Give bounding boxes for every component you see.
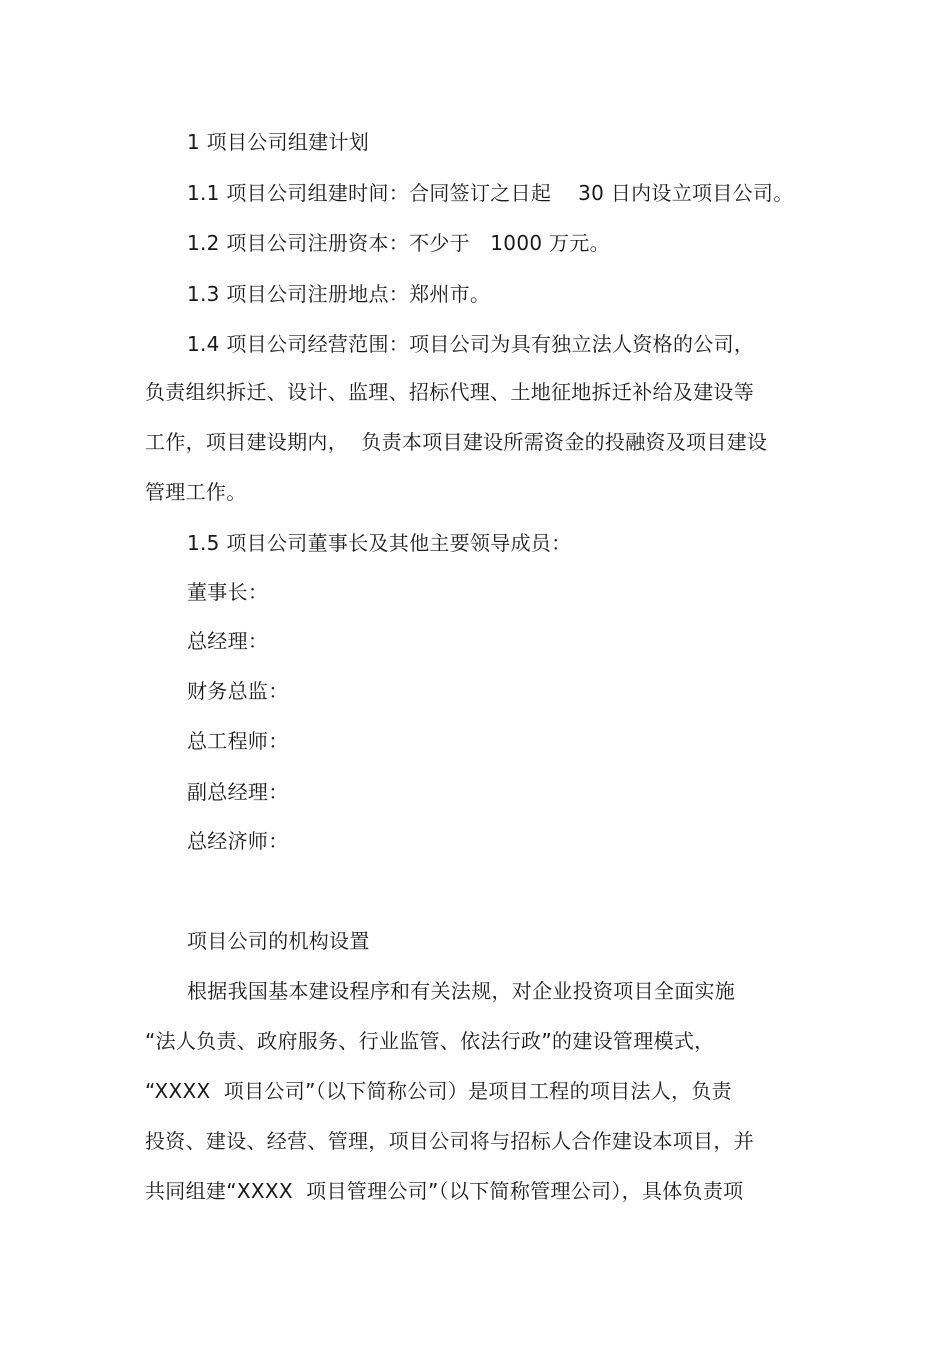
item-1-2: 1.2 项目公司注册资本：不少于 1000 万元。 [187,231,610,255]
role-deputy-general-manager: 副总经理： [187,780,289,804]
item-1-4-line-4: 管理工作。 [145,480,247,504]
role-chief-economist: 总经济师： [187,829,289,853]
role-general-manager: 总经理： [187,629,269,653]
section-2-para-line-2: “法人负责、政府服务、行业监管、依法行政”的建设管理模式， [145,1029,715,1053]
role-chief-engineer: 总工程师： [187,729,289,753]
section-2-heading: 项目公司的机构设置 [187,929,370,953]
section-2-para-line-1: 根据我国基本建设程序和有关法规，对企业投资项目全面实施 [187,979,736,1003]
item-1-4-line-1: 1.4 项目公司经营范围：项目公司为具有独立法人资格的公司， [187,332,755,356]
section-2-para-line-4: 投资、建设、经营、管理，项目公司将与招标人合作建设本项目，并 [145,1129,754,1153]
item-1-3: 1.3 项目公司注册地点：郑州市。 [187,282,491,306]
role-finance-director: 财务总监： [187,679,289,703]
item-1-5: 1.5 项目公司董事长及其他主要领导成员： [187,531,572,555]
section-2-para-line-3: “XXXX 项目公司”（以下简称公司）是项目工程的项目法人，负责 [145,1079,732,1103]
item-1-4-line-2: 负责组织拆迁、设计、监理、招标代理、土地征地拆迁补给及建设等 [145,380,754,404]
role-chairman: 董事长： [187,580,269,604]
section-2-para-line-5: 共同组建“XXXX 项目管理公司”（以下简称管理公司），具体负责项 [145,1179,744,1203]
item-1-4-line-3: 工作，项目建设期内， 负责本项目建设所需资金的投融资及项目建设 [145,430,768,454]
section-1-heading: 1 项目公司组建计划 [187,130,370,154]
item-1-1: 1.1 项目公司组建时间：合同签订之日起 30 日内设立项目公司。 [187,181,794,205]
